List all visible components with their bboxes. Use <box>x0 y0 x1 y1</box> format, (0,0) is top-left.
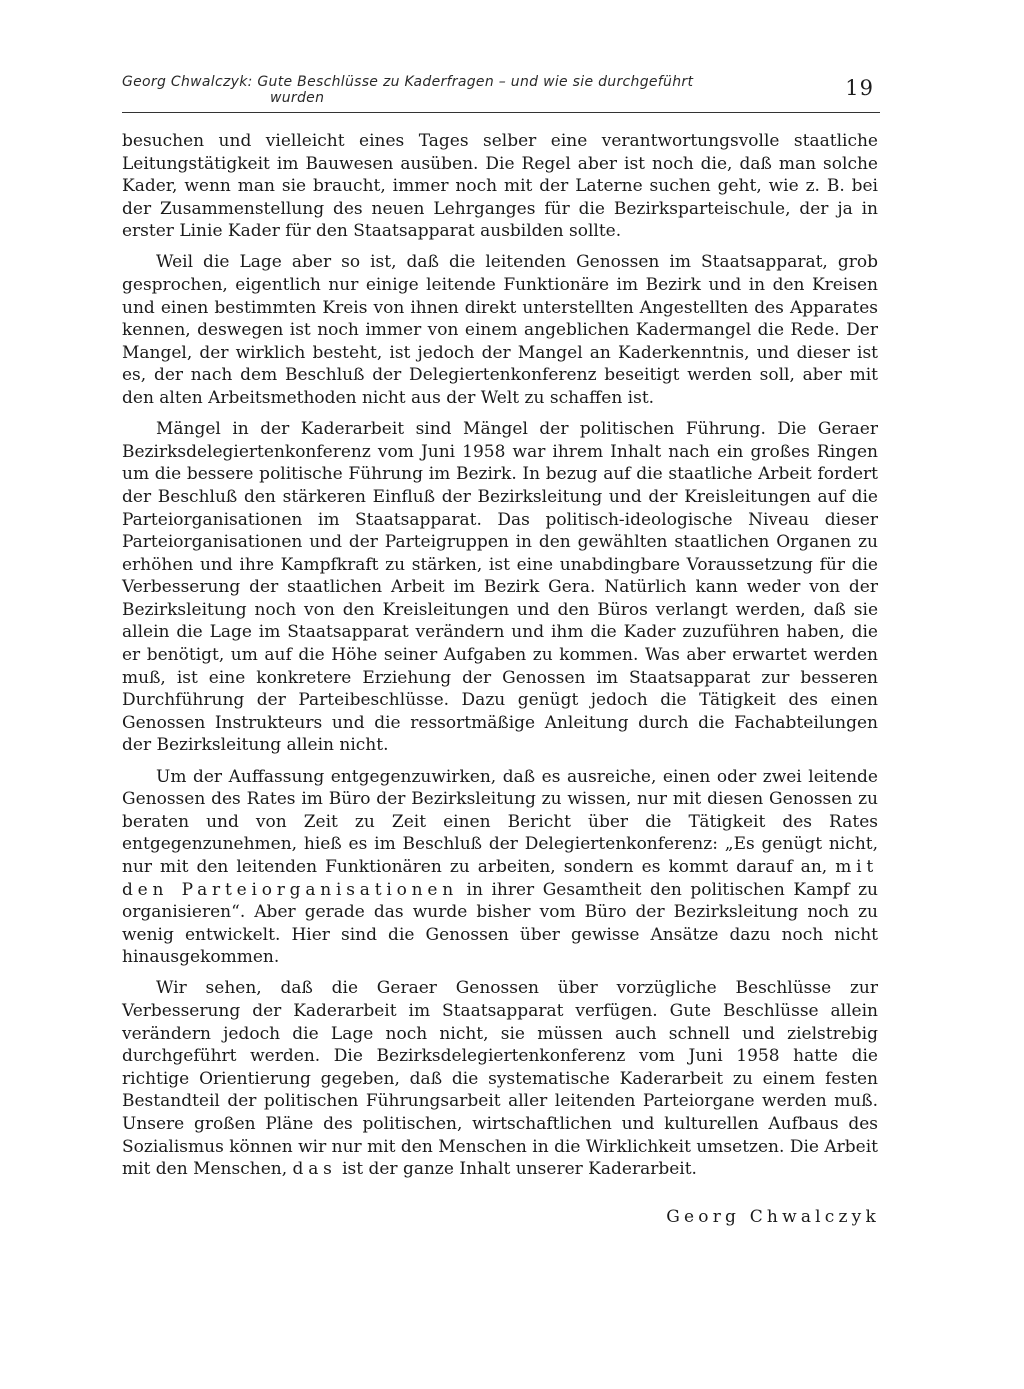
author-signature: Georg Chwalczyk <box>666 1207 880 1227</box>
paragraph: Weil die Lage aber so ist, daß die leitenden Genossen im Staatsapparat, grob gesprochen, eigentlich nur einige leitende Funktionäre im Bezirk und in den Kreisen und einen bestimmten Kreis von ihnen direkt unterstellten Angestellten des Apparates kennen, deswegen ist noch immer von einem angeblichen Kadermangel die Rede. Der Mangel, der wirklich besteht, ist jedoch der Mangel an Kaderkenntnis, und dieser ist es, der nach dem Beschluß der Delegiertenkonferenz beseitigt werden soll, aber mit den alten Arbeitsmethoden nicht aus der Welt zu schaffen ist. <box>122 252 878 409</box>
paragraph-text: Wir sehen, daß die Geraer Genossen über vorzügliche Beschlüsse zur Verbesserung der Kaderarbeit im Staatsapparat verfügen. Gute Beschlüsse allein verändern jedoch die Lage noch nicht, sie müssen auch schnell und zielstrebig durchgeführt werden. Die Bezirksdelegiertenkonferenz vom Juni 1958 hatte die richtige Orientierung gegeben, daß die systematische Kaderarbeit zu einem festen Bestandteil der politischen Führungsarbeit aller leitenden Parteiorgane werden muß. Unsere großen Pläne des politischen, wirtschaftlichen und kulturellen Aufbaus des Sozialismus können wir nur mit den Menschen in die Wirklichkeit umsetzen. Die Arbeit mit den Menschen, <box>122 978 878 1180</box>
emphasized-phrase: mit den Parteiorganisationen <box>122 856 879 900</box>
page-number: 19 <box>845 76 874 100</box>
header-divider <box>122 112 880 113</box>
running-head-title-continuation: wurden <box>270 90 325 106</box>
paragraph-text: Um der Auffassung entgegenzuwirken, daß es ausreiche, einen oder zwei leitende Genossen des Rates im Büro der Bezirksleitung zu wissen, nur mit diesen Genossen zu beraten und von Zeit zu Zeit einen Bericht über die Tätigkeit des Rates entgegenzunehmen, hieß es im Beschluß der Delegiertenkonferenz: „Es genügt nicht, nur mit den leitenden Funktionären zu arbeiten, sondern es kommt darauf an, <box>122 766 878 877</box>
paragraph-text: in ihrer Gesamtheit den politischen Kampf zu organisieren“. Aber gerade das wurde bisher vom Büro der Bezirksleitung noch zu wenig entwickelt. Hier sind die Genossen über gewisse Ansätze dazu noch nicht hinausgekommen. <box>122 879 878 968</box>
running-head-title: Georg Chwalczyk: Gute Beschlüsse zu Kaderfragen – und wie sie durchgeführt <box>122 74 694 90</box>
paragraph: Mängel in der Kaderarbeit sind Mängel der politischen Führung. Die Geraer Bezirksdelegiertenkonferenz vom Juni 1958 war ihrem Inhalt nach ein großes Ringen um die bessere politische Führung im Bezirk. In bezug auf die staatliche Arbeit fordert der Beschluß den stärkeren Einfluß der Bezirksleitung und der Kreisleitungen auf die Parteiorganisationen im Staatsapparat. Das politisch-ideologische Niveau dieser Parteiorganisationen und der Parteigruppen in den gewählten staatlichen Organen zu erhöhen und ihre Kampfkraft zu stärken, ist eine unabdingbare Voraussetzung für die Verbesserung der staatlichen Arbeit im Bezirk Gera. Natürlich kann weder von der Bezirksleitung noch von den Kreisleitungen und den Büros verlangt werden, daß sie allein die Lage im Staatsapparat verändern und ihm die Kader zuzuführen haben, die er benötigt, um auf die Höhe seiner Aufgaben zu kommen. Was aber erwartet werden muß, ist eine konkretere Erziehung der Genossen im Staatsapparat zur besseren Durchführung der Parteibeschlüsse. Dazu genügt jedoch die Tätigkeit des einen Genossen Instrukteurs und die ressortmäßige Anleitung durch die Fachabteilungen der Bezirksleitung allein nicht. <box>122 419 878 756</box>
emphasized-word: das <box>292 1159 337 1180</box>
paragraph <box>122 977 878 1180</box>
paragraph <box>122 766 878 969</box>
running-head <box>122 74 812 106</box>
body-text <box>122 130 878 1189</box>
page-header <box>122 74 892 114</box>
paragraph: besuchen und vielleicht eines Tages selber eine verantwortungsvolle staatliche Leitungstätigkeit im Bauwesen ausüben. Die Regel aber ist noch die, daß man solche Kader, wenn man sie braucht, immer noch mit der Laterne suchen geht, wie z. B. bei der Zusammenstellung des neuen Lehrganges für die Bezirksparteischule, der ja in erster Linie Kader für den Staatsapparat ausbilden sollte. <box>122 131 878 242</box>
paragraph-text: ist der ganze Inhalt unserer Kaderarbeit. <box>342 1159 697 1180</box>
